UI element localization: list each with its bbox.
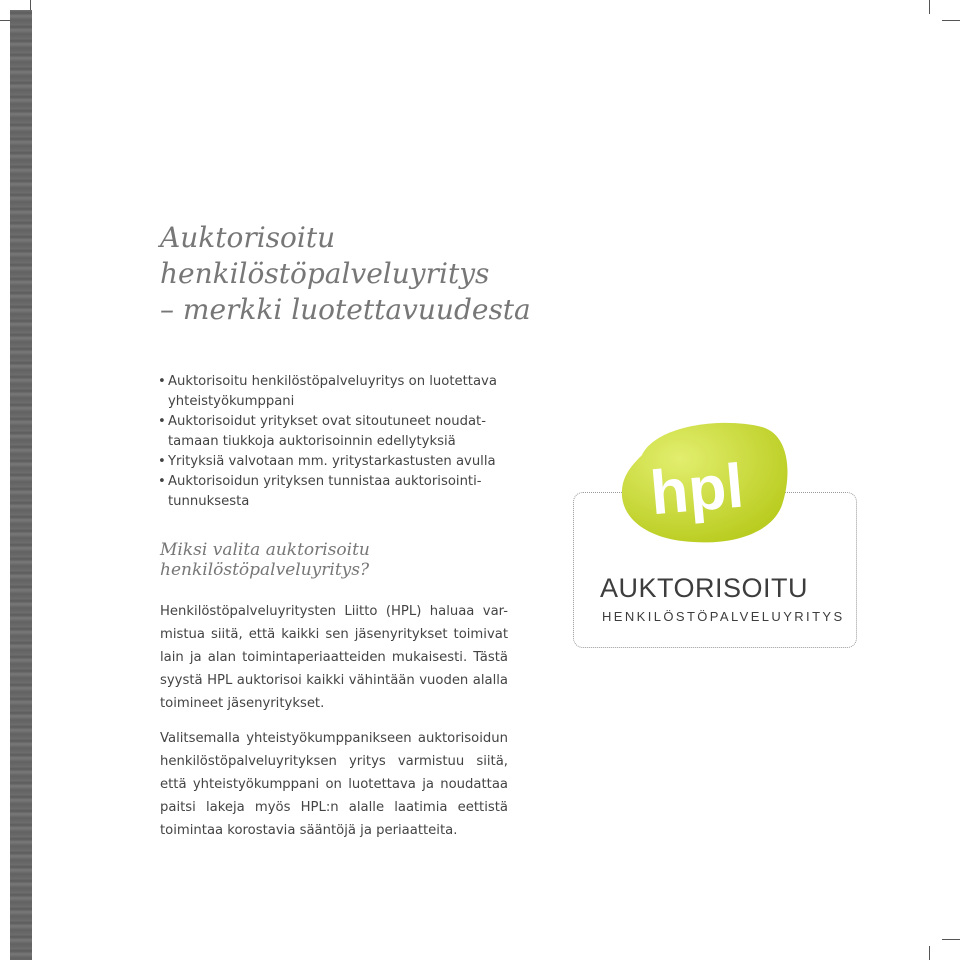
page-title — [160, 220, 580, 328]
section-heading-line-2: henkilöstöpalveluyritys? — [160, 560, 370, 580]
title-line-1: Auktorisoitu — [160, 221, 336, 254]
list-item: • Yrityksiä valvotaan mm. yritystarkastusten avulla — [158, 452, 518, 472]
binding-edge — [10, 10, 32, 960]
title-line-2: henkilöstöpalveluyritys — [160, 257, 490, 290]
bullet-list — [158, 372, 518, 512]
logo-title: AUKTORISOITU — [600, 573, 809, 603]
list-item: • Auktorisoidun yrityksen tunnistaa auktorisointi-tunnuksesta — [158, 472, 518, 512]
body-paragraph-2: Valitsemalla yhteistyökumppanikseen auktorisoidun henkilöstöpalveluyrityksen yritys varmistuu siitä, että yhteistyökumppani on luotettava ja noudattaa paitsi lakeja myös HPL:n alalle laatimia eettistä toimintaa korostavia sääntöjä ja periaatteita. — [160, 731, 508, 838]
list-item: • Auktorisoitu henkilöstöpalveluyritys on luotettava yhteistyökumppani — [158, 372, 518, 412]
crop-mark-top-right — [942, 20, 960, 21]
body-paragraph-1: Henkilöstöpalveluyritysten Liitto (HPL) haluaa var-mistua siitä, että kaikki sen jäsenyritykset toimivat lain ja alan toimintaperiaatteiden mukaisesti. Tästä syystä HPL auktorisoi kaikki vähintään vuoden alalla toimineet jäsenyritykset. — [160, 604, 508, 711]
crop-mark-bottom-right — [942, 939, 960, 940]
hpl-logo-text: hpl — [647, 451, 747, 529]
section-heading-line-1: Miksi valita auktorisoitu — [160, 540, 370, 560]
crop-mark-bottom-right-v — [929, 946, 930, 960]
logo-subtitle: HENKILÖSTÖPALVELUYRITYS — [602, 609, 845, 624]
section-heading — [160, 540, 480, 580]
title-line-3: – merkki luotettavuudesta — [160, 293, 531, 326]
hpl-logo-mark — [612, 415, 792, 550]
crop-mark-top-right-v — [929, 0, 930, 14]
list-item: • Auktorisoidut yritykset ovat sitoutuneet noudat-tamaan tiukkoja auktorisoinnin edellytyksiä — [158, 412, 518, 452]
